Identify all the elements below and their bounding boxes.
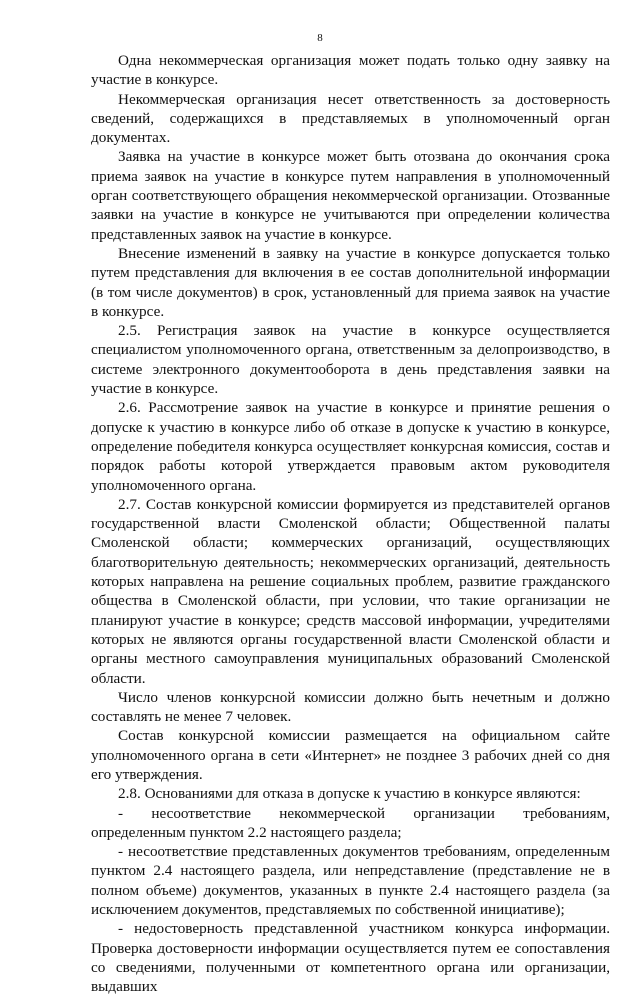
paragraph-single-application: Одна некоммерческая организация может подать только одну заявку на участие в конкурсе. — [91, 52, 610, 89]
paragraph-responsibility: Некоммерческая организация несет ответственность за достоверность сведений, содержащихся в представляемых в уполномоченный орган документах. — [91, 90, 610, 147]
list-item-ground-1: - несоответствие некоммерческой организации требованиям, определенным пунктом 2.2 настоящего раздела; — [91, 804, 610, 841]
paragraph-publication: Состав конкурсной комиссии размещается на официальном сайте уполномоченного органа в сети «Интернет» не позднее 3 рабочих дней со дня его утверждения. — [91, 727, 610, 783]
document-body — [91, 51, 610, 997]
paragraph-2-6-review: 2.6. Рассмотрение заявок на участие в конкурсе и принятие решения о допуске к участию в конкурсе либо об отказе в допуске к участию в конкурсе, определение победителя конкурса осуществляет конкурсная комиссия, состав и порядок работы которой утверждается правовым актом руководителя уполномоченного органа. — [91, 399, 610, 494]
paragraph-2-5-registration: 2.5. Регистрация заявок на участие в конкурсе осуществляется специалистом уполномоченного органа, ответственным за делопроизводство, в системе электронного документооборота в день представления заявки на участие в конкурсе. — [91, 322, 610, 398]
list-item-ground-2: - несоответствие представленных документов требованиям, определенным пунктом 2.4 настоящего раздела, или непредставление (представление не в полном объеме) документов, указанных в пункте 2.4 настоящего раздела (за исключением документов, представляемых по собственной инициативе); — [91, 843, 610, 919]
paragraph-2-7-commission: 2.7. Состав конкурсной комиссии формируется из представителей органов государственной власти Смоленской области; Общественной палаты Смоленской области; коммерческих организаций, осуществляющих благотворительную деятельность; некоммерческих организаций, деятельность которых направлена на решение социальных проблем, развитие гражданского общества в Смоленской области, при условии, что такие организации не планируют участие в конкурсе; средств массовой информации, учредителями которых не являются органы государственной власти Смоленской области и органы местного самоуправления муниципальных образований Смоленской области. — [91, 495, 610, 687]
paragraph-amendments: Внесение изменений в заявку на участие в конкурсе допускается только путем представления для включения в ее состав дополнительной информации (в том числе документов) в срок, установленный для приема заявок на участие в конкурсе. — [91, 244, 610, 320]
page-number: 8 — [317, 32, 323, 44]
paragraph-withdrawal: Заявка на участие в конкурсе может быть отозвана до окончания срока приема заявок на участие в конкурсе путем направления в уполномоченный орган соответствующего обращения некоммерческой организации. Отозванные заявки на участие в конкурсе не учитываются при определении количества представленных заявок на участие в конкурсе. — [91, 148, 610, 243]
list-item-ground-3: - недостоверность представленной участником конкурса информации. Проверка достоверности информации осуществляется путем ее сопоставления со сведениями, полученными от компетентного органа или организации, выдавших — [91, 920, 610, 996]
paragraph-member-count: Число членов конкурсной комиссии должно быть нечетным и должно составлять не менее 7 человек. — [91, 688, 610, 726]
paragraph-2-8-grounds: 2.8. Основаниями для отказа в допуске к участию в конкурсе являются: — [118, 785, 581, 803]
